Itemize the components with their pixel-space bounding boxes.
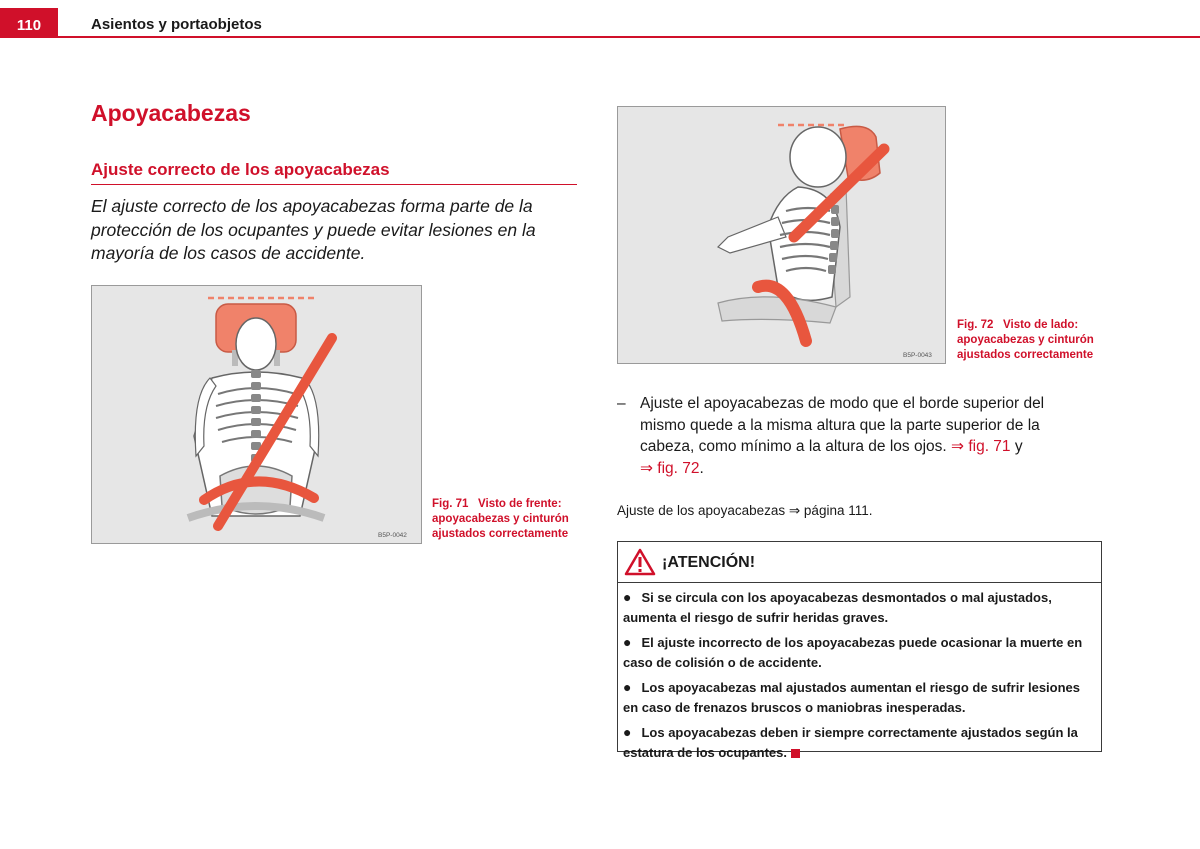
intro-paragraph: El ajuste correcto de los apoyacabezas forma parte de la protección de los ocupantes y puede evitar lesiones en la mayoría de los casos de accidente. [91, 196, 536, 263]
bullet-icon: ● [623, 589, 632, 605]
figure-code: B5P-0043 [903, 352, 932, 359]
warning-text: Los apoyacabezas deben ir siempre correctamente ajustados según la estatura de los ocupantes. [623, 725, 1078, 760]
section-title: Apoyacabezas [91, 100, 251, 126]
instruction-end: . [699, 459, 704, 477]
see-also-link[interactable]: Ajuste de los apoyacabezas ⇒ página 111. [617, 503, 873, 518]
instruction-text: Ajuste el apoyacabezas de modo que el borde superior del mismo quede a la misma altura que la parte superior de la cabeza, como mínimo a la altura de los ojos. [640, 395, 1045, 455]
figure-72-caption [957, 318, 1117, 363]
header-rule [58, 36, 1200, 38]
end-marker-icon [791, 749, 800, 758]
figure-71-caption [432, 497, 592, 542]
warning-item [618, 587, 1101, 628]
figure-caption-text: Visto de frente: apoyacabezas y cinturón ajustados correctamente [432, 498, 569, 540]
instruction-step [617, 393, 1077, 479]
figure-label: Fig. 72 [957, 319, 994, 331]
warning-text: Si se circula con los apoyacabezas desmontados o mal ajustados, aumenta el riesgo de sufrir heridas graves. [623, 590, 1052, 625]
warning-text: El ajuste incorrecto de los apoyacabezas puede ocasionar la muerte en caso de colisión o de accidente. [623, 635, 1083, 670]
figure-caption-text: Visto de lado: apoyacabezas y cinturón ajustados correctamente [957, 319, 1094, 361]
warning-item [618, 722, 1101, 763]
bullet-icon: ● [623, 679, 632, 695]
figure-71-front-view [91, 285, 422, 544]
subsection-title: Ajuste correcto de los apoyacabezas [91, 160, 577, 185]
page-number: 110 [0, 8, 58, 38]
figure-72-side-view [617, 106, 946, 364]
instruction-joiner: y [1014, 438, 1023, 455]
front-view-illustration [92, 286, 421, 543]
chapter-title: Asientos y portaobjetos [91, 16, 262, 33]
figure-label: Fig. 71 [432, 498, 469, 510]
warning-title: ¡ATENCIÓN! [662, 554, 756, 571]
warning-header [618, 542, 1101, 583]
step-dash: – [617, 395, 626, 412]
warning-item [618, 677, 1101, 718]
fig-71-link[interactable]: ⇒ fig. 71 [951, 438, 1011, 455]
side-view-illustration [618, 107, 945, 363]
figure-code: B5P-0042 [378, 532, 407, 539]
warning-box [617, 541, 1102, 760]
bullet-icon: ● [623, 634, 632, 650]
warning-item [618, 632, 1101, 673]
bullet-icon: ● [623, 724, 632, 740]
fig-72-link[interactable]: ⇒ fig. 72 [640, 459, 700, 477]
warning-text: Los apoyacabezas mal ajustados aumentan el riesgo de sufrir lesiones en caso de frenazos bruscos o maniobras inesperadas. [623, 680, 1081, 715]
warning-triangle-icon [624, 548, 656, 576]
